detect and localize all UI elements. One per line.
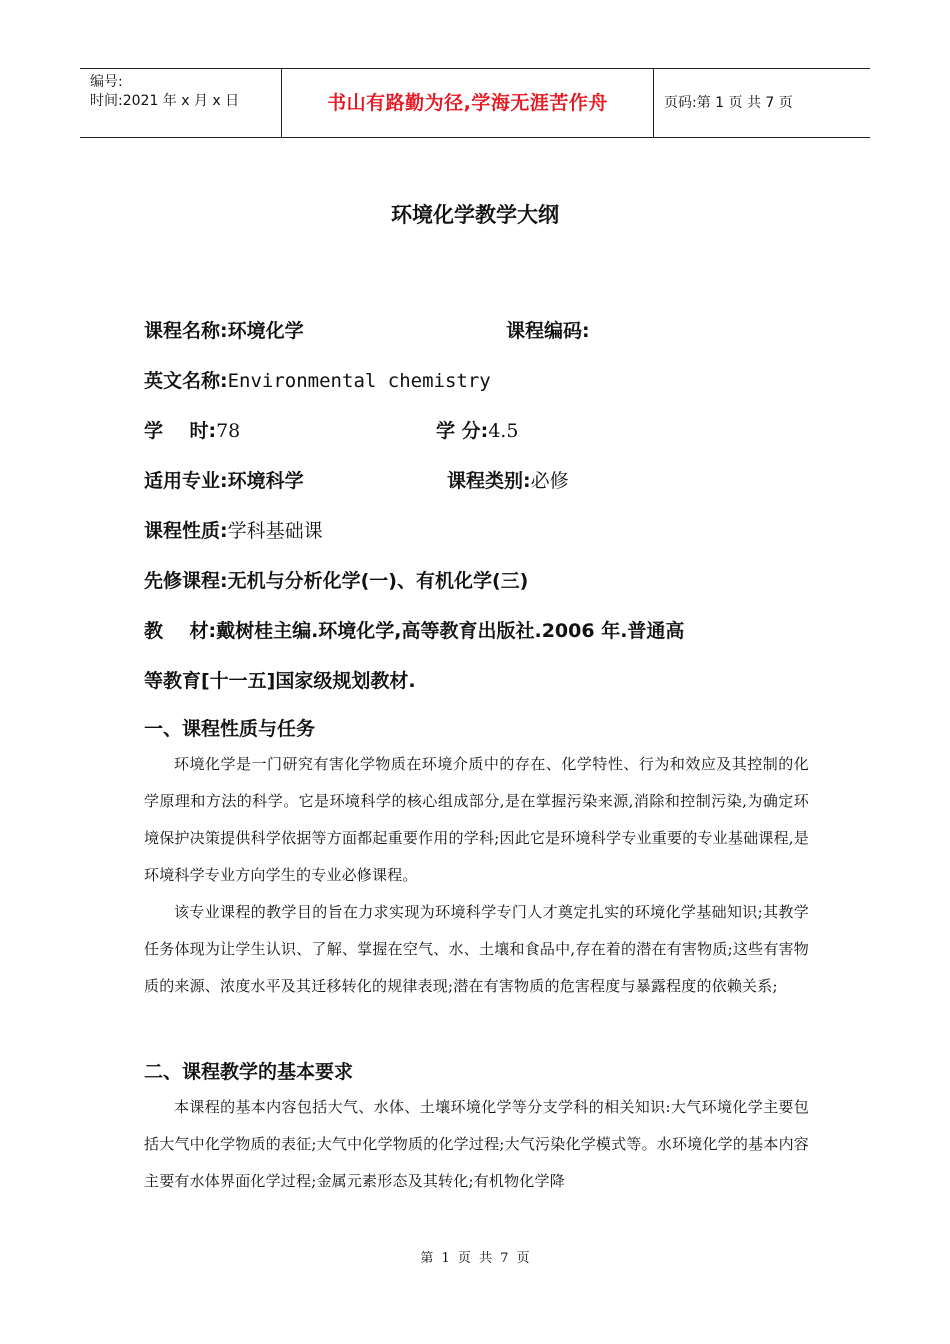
major-value: 环境科学	[227, 470, 304, 492]
textbook-value-line2: 等教育[十一五]国家级规划教材.	[144, 670, 416, 692]
textbook-row	[144, 616, 684, 643]
hours-value: 78	[216, 420, 241, 442]
header-meta-cell	[80, 69, 280, 137]
prereq-label: 先修课程:	[144, 570, 228, 592]
page-footer: 第 1 页 共 7 页	[420, 1251, 530, 1266]
course-name-label: 课程名称:	[144, 320, 228, 342]
course-name-value: 环境化学	[227, 320, 304, 342]
nature-label: 课程性质:	[144, 520, 228, 542]
hours-label: 学 时:	[144, 420, 217, 442]
section-heading: 二、课程教学的基本要求	[144, 1061, 354, 1083]
course-code-label: 课程编码:	[506, 320, 590, 342]
nature-value: 学科基础课	[227, 520, 323, 542]
divider	[653, 69, 654, 137]
number-label: 编号:	[90, 74, 123, 90]
header-table	[80, 68, 870, 138]
english-name-row	[144, 366, 491, 393]
english-name-value: Environmental chemistry	[227, 370, 491, 392]
major-label: 适用专业:	[144, 470, 228, 492]
time-label: 时间:2021 年 x 月 x 日	[90, 93, 240, 109]
category-label: 课程类别:	[447, 470, 531, 492]
category-row	[447, 466, 569, 493]
textbook-value-line1: 戴树桂主编.环境化学,高等教育出版社.2006 年.普通高	[216, 620, 685, 642]
section-heading: 一、课程性质与任务	[144, 718, 316, 740]
credits-value: 4.5	[488, 420, 519, 442]
credits-row	[436, 416, 518, 443]
course-code-row	[506, 316, 590, 343]
nature-row	[144, 516, 323, 543]
section-paragraph: 本课程的基本内容包括大气、水体、土壤环境化学等分支学科的相关知识:大气环境化学主要包括大气中化学物质的表征;大气中化学物质的化学过程;大气污染化学模式等。水环境化学的基本内容主要有水体界面化学过程;金属元素形态及其转化;有机物化学降	[144, 1098, 809, 1190]
document-title: 环境化学教学大纲	[391, 203, 559, 227]
prereq-value: 无机与分析化学(一)、有机化学(三)	[227, 570, 529, 592]
page-info: 页码:第 1 页 共 7 页	[664, 95, 793, 111]
section-paragraph: 该专业课程的教学目的旨在力求实现为环境科学专门人才奠定扎实的环境化学基础知识;其教学任务体现为让学生认识、了解、掌握在空气、水、土壤和食品中,存在着的潜在有害物质;这些有害物质的来源、浓度水平及其迁移转化的规律表现;潜在有害物质的危害程度与暴露程度的依赖关系;	[144, 903, 809, 995]
textbook-row-cont	[144, 666, 416, 693]
motto: 书山有路勤为径,学海无涯苦作舟	[327, 92, 608, 114]
textbook-label: 教 材:	[144, 620, 217, 642]
course-name-row	[144, 316, 304, 343]
section-paragraph: 环境化学是一门研究有害化学物质在环境介质中的存在、化学特性、行为和效应及其控制的化学原理和方法的科学。它是环境科学的核心组成部分,是在掌握污染来源,消除和控制污染,为确定环境保护决策提供科学依据等方面都起重要作用的学科;因此它是环境科学专业重要的专业基础课程,是环境科学专业方向学生的专业必修课程。	[144, 755, 809, 884]
prereq-row	[144, 566, 528, 593]
hours-row	[144, 416, 240, 443]
major-row	[144, 466, 304, 493]
category-value: 必修	[530, 470, 569, 492]
credits-label: 学 分:	[436, 420, 489, 442]
english-name-label: 英文名称:	[144, 370, 228, 392]
